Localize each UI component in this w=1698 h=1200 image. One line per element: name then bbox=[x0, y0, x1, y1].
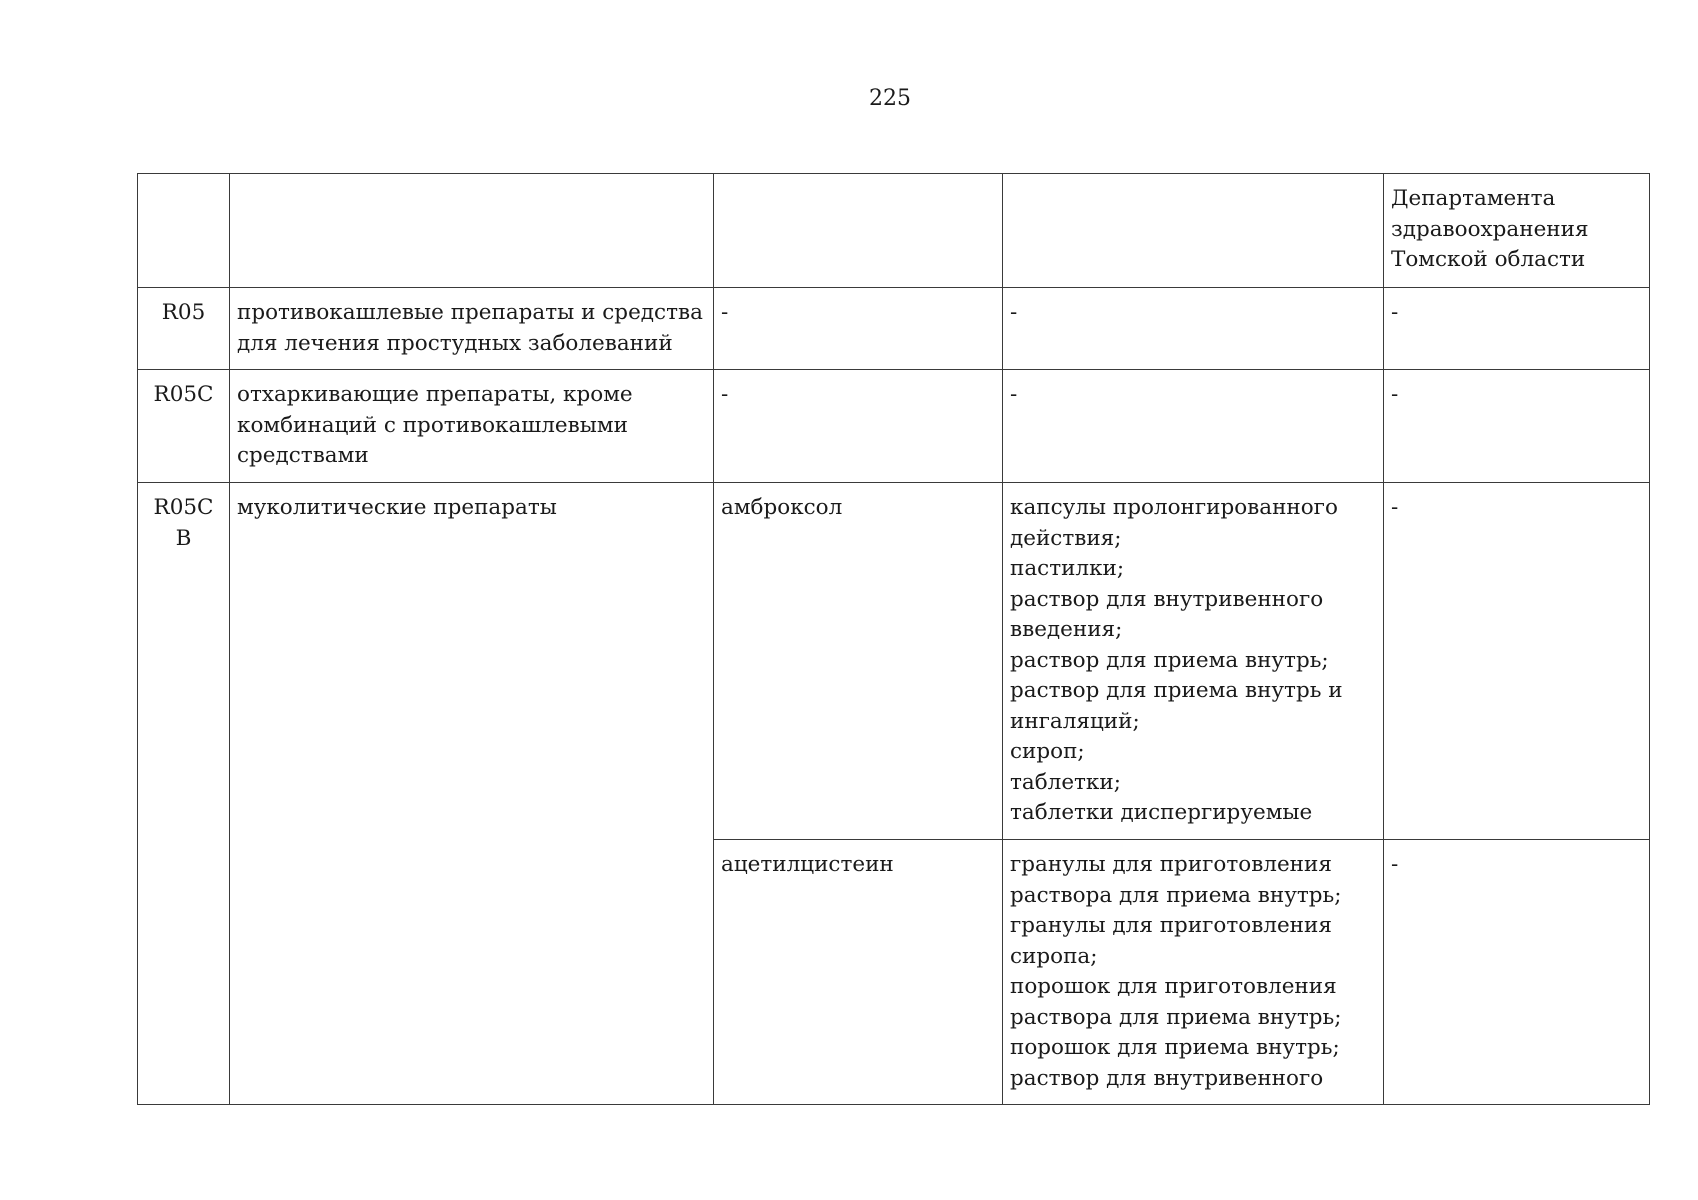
form-line: пастилки; bbox=[1010, 556, 1125, 581]
cell-code: R05 bbox=[138, 288, 230, 370]
table-row-header-continuation bbox=[138, 174, 1650, 288]
form-line: раствора для приема внутрь; bbox=[1010, 882, 1342, 908]
cell-substance: амброксол bbox=[714, 483, 1003, 840]
form-line: раствор для внутривенного bbox=[1010, 1065, 1324, 1091]
form-line: таблетки диспергируемые bbox=[1010, 800, 1313, 825]
form-line: раствор для приема внутрь; bbox=[1010, 647, 1329, 673]
cell-note: - bbox=[1384, 370, 1650, 483]
cell-code-empty bbox=[138, 174, 230, 288]
cell-code: R05C bbox=[138, 370, 230, 483]
group-line: для лечения простудных заболеваний bbox=[237, 330, 673, 356]
form-line: капсулы пролонгированного bbox=[1010, 495, 1338, 520]
form-line: порошок для приема внутрь; bbox=[1010, 1035, 1340, 1060]
table-row-r05c bbox=[138, 370, 1650, 483]
table-row-r05cb-ambroxol bbox=[138, 483, 1650, 840]
cell-substance: - bbox=[714, 288, 1003, 370]
page-number: 225 bbox=[869, 86, 911, 111]
code-line: B bbox=[175, 525, 192, 551]
form-line: гранулы для приготовления bbox=[1010, 913, 1332, 938]
group-line: средствами bbox=[237, 443, 369, 468]
cell-forms bbox=[1003, 483, 1384, 840]
cell-forms-empty bbox=[1003, 174, 1384, 288]
group-line: отхаркивающие препараты, кроме bbox=[237, 382, 633, 407]
cell-substance-empty bbox=[714, 174, 1003, 288]
code-line: R05C bbox=[153, 495, 214, 520]
form-line: сироп; bbox=[1010, 739, 1085, 764]
cell-forms bbox=[1003, 840, 1384, 1105]
form-line: таблетки; bbox=[1010, 769, 1121, 795]
cell-code bbox=[138, 483, 230, 1105]
cell-department-note bbox=[1384, 174, 1650, 288]
drug-table bbox=[137, 173, 1650, 1105]
cell-substance: ацетилцистеин bbox=[714, 840, 1003, 1105]
cell-note: - bbox=[1384, 483, 1650, 840]
cell-note: - bbox=[1384, 288, 1650, 370]
form-line: порошок для приготовления bbox=[1010, 974, 1337, 999]
cell-note: - bbox=[1384, 840, 1650, 1105]
cell-substance: - bbox=[714, 370, 1003, 483]
form-line: введения; bbox=[1010, 617, 1123, 642]
note-line: здравоохранения bbox=[1391, 216, 1589, 242]
cell-forms: - bbox=[1003, 370, 1384, 483]
note-line: Томской области bbox=[1391, 247, 1586, 272]
group-line: противокашлевые препараты и средства bbox=[237, 300, 703, 325]
cell-forms: - bbox=[1003, 288, 1384, 370]
cell-group-empty bbox=[230, 174, 714, 288]
form-line: сиропа; bbox=[1010, 943, 1098, 969]
cell-group bbox=[230, 288, 714, 370]
form-line: раствор для внутривенного bbox=[1010, 586, 1324, 612]
form-line: раствора для приема внутрь; bbox=[1010, 1004, 1342, 1030]
form-line: гранулы для приготовления bbox=[1010, 852, 1332, 877]
cell-group bbox=[230, 370, 714, 483]
note-line: Департамента bbox=[1391, 186, 1556, 211]
cell-group: муколитические препараты bbox=[230, 483, 714, 1105]
form-line: ингаляций; bbox=[1010, 708, 1140, 734]
group-line: комбинаций с противокашлевыми bbox=[237, 412, 628, 438]
table-row-r05 bbox=[138, 288, 1650, 370]
form-line: действия; bbox=[1010, 525, 1122, 551]
form-line: раствор для приема внутрь и bbox=[1010, 678, 1343, 703]
